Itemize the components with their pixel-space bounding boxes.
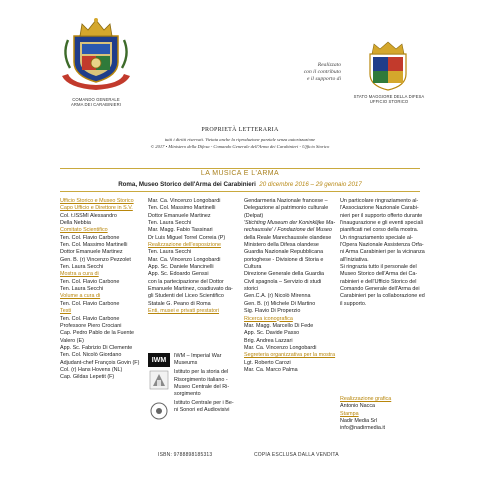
credit-line: storici (244, 286, 259, 293)
column-lenders (244, 198, 336, 374)
realizzato-line2: con il contributo (303, 69, 341, 75)
property-line2: © 2017 • Ministero della Difesa - Comando Generale dell'Arma dei Carabinieri - Ufficio Storico (150, 144, 330, 149)
credit-line: Ten. Col. Nicolò Giordano (60, 352, 122, 359)
credit-line: il supporto. (340, 300, 367, 307)
credit-line: Ten. Col. Flavio Carbone (60, 234, 120, 241)
credit-line: Brig. Andrea Lazzari (244, 337, 293, 344)
catalog-subtitle (0, 181, 480, 188)
credit-line: Ministero della Difesa olandese (244, 242, 319, 249)
left-caption-line1: COMANDO GENERALE (72, 97, 120, 102)
right-caption-line1: STATO MAGGIORE DELLA DIFESA (353, 94, 425, 99)
lender-text (174, 400, 234, 414)
title-rule-top (60, 168, 420, 169)
iwm-logo-icon: IWM (148, 353, 170, 367)
credit-line: Ten. Col. Flavio Carbone (60, 315, 120, 322)
lender-text-line: Istituto Centrale per i Be- (174, 400, 234, 407)
credit-line: (Delpat) (244, 212, 264, 219)
credit-line: Si ringrazia tutto il personale del (340, 264, 417, 271)
credit-line: Comando Generale dell'Arma dei (340, 286, 420, 293)
credit-line: Mar. Magg. Fabio Tassinari (148, 227, 213, 234)
credit-line: info@nadirmedia.it (340, 425, 386, 432)
credit-line: gli Studenti del Liceo Scientifico (148, 293, 224, 300)
section-heading: Comitato Scientifico (60, 227, 108, 234)
credit-line: Gen. B. (r) Vincenzo Pezzolet (60, 256, 131, 263)
credit-line: 'Stichting Museum der Koninklijke Ma- (244, 220, 336, 227)
credit-line: Un particolare ringraziamento al- (340, 198, 419, 204)
credit-line: Ten. Col. Massimo Martinelli (60, 242, 128, 249)
section-heading: Enti, musei e privati prestatori (148, 308, 220, 315)
credit-line: Ten. Laura Secchi (148, 249, 192, 256)
lender-text-line: IWM – Imperial War (174, 353, 222, 359)
credit-line: Lgt. Roberto Carozi (244, 359, 291, 366)
section-heading: Volume a cura di (60, 293, 101, 300)
credit-line: Mar. Magg. Marcello Di Fede (244, 322, 314, 329)
credit-line: Gen. B. (r) Michele Di Martino (244, 300, 316, 307)
credit-line: App. Sc. Edoardo Genssi (148, 271, 209, 278)
lender-item (148, 353, 240, 367)
section-heading: Testi (60, 308, 72, 315)
right-caption (346, 94, 432, 104)
lender-text-line: ni Sonori ed Audiovisivi (174, 407, 230, 414)
credit-line: Professore Piero Crociani (60, 322, 122, 329)
credit-line: Statale G. Peano di Roma (148, 300, 211, 307)
credit-line: Dr Luis Miguel Torrel Correia (P) (148, 234, 226, 241)
credit-line: Col. t.ISSMI Alessandro (60, 212, 117, 219)
column-credits (60, 198, 144, 382)
column-production (340, 396, 430, 433)
catalog-venue: Roma, Museo Storico dell'Arma dei Carabinieri (118, 181, 256, 188)
lender-item (148, 400, 240, 422)
lender-text-line: Risorgimento italiano - (174, 376, 228, 383)
credit-line: con la partecipazione del Dottor (148, 278, 224, 285)
credit-line: Adjudant-chef François Govin (F) (60, 359, 140, 366)
icsa-logo-icon (148, 400, 170, 422)
lender-text-line: Museums (174, 360, 198, 367)
credit-line: Museo Storico dell'Arma dei Ca- (340, 271, 418, 278)
credit-line: Valero (E) (60, 337, 84, 344)
credit-line: Ten. Col. Massimo Martinelli (148, 205, 216, 212)
credit-line: App. Sc. Davide Passo (244, 330, 300, 337)
credit-line: all'iniziativa. (340, 256, 369, 263)
left-caption-line2: ARMA DEI CARABINIERI (71, 102, 121, 107)
credit-line: Mar. Ca. Vincenzo Longobardi (148, 256, 221, 263)
credit-line: Cap. Gildas Lepetit (F) (60, 374, 115, 381)
credit-line: Ten. Laura Secchi (148, 220, 192, 227)
risorgimento-logo-icon (148, 369, 170, 391)
right-caption-line2: UFFICIO STORICO (369, 99, 409, 104)
credit-line: Cap. Pedro Pablo de la Fuente (60, 330, 135, 337)
section-heading: Mostra a cura di (60, 271, 99, 278)
credit-line: Gen.C.A. (r) Nicolò Mirenna (244, 293, 311, 300)
credit-line: ni Arma Carabinieri per la vicinanza (340, 249, 425, 256)
credit-line: nieri per il supporto offerto durante (340, 212, 423, 219)
property-title: PROPRIETÀ LETTERARIA (201, 127, 279, 133)
lender-text (174, 369, 229, 398)
credit-line: Cultura (244, 264, 262, 271)
realizzato-line3: e il supporto di (306, 76, 341, 82)
section-heading: Ufficio Storico e Museo Storico (60, 198, 134, 204)
section-heading: Realizzazione grafica (340, 396, 392, 402)
copy-note: COPIA ESCLUSA DALLA VENDITA (254, 452, 339, 458)
catalog-title: LA MUSICA E L'ARMA (200, 170, 280, 177)
credit-line: Guardia Nazionale Repubblicana (244, 249, 324, 256)
credit-line: pianificati nel corso della mostra. (340, 227, 419, 234)
column-thanks (340, 198, 430, 308)
section-heading: Stampa (340, 410, 359, 417)
isbn: ISBN: 9788898185313 (158, 452, 213, 458)
credit-line: Mar. Ca. Marco Palma (244, 366, 298, 373)
credit-line: Ten. Laura Secchi (60, 264, 104, 271)
column-exhibition (148, 198, 236, 316)
catalog-dates: 20 dicembre 2016 – 29 gennaio 2017 (259, 181, 362, 188)
section-heading: Capo Ufficio e Direttore in S.V. (60, 205, 133, 212)
credit-line: Carabinieri per la collaborazione ed (340, 293, 425, 300)
lender-text-line: Istituto per la storia del (174, 369, 229, 376)
lenders-list (148, 353, 240, 424)
carabinieri-crest-icon (58, 14, 134, 94)
realizzato-note (265, 62, 341, 83)
credit-line: App. Sc. Daniele Mancinelli (148, 264, 214, 271)
credit-line: della Reale Marechaussée olandese (244, 234, 332, 241)
credit-line: Civil spagnola – Servizio di studi (244, 278, 322, 285)
credit-line: l'Opera Nazionale Assistenza Orfa- (340, 242, 424, 249)
realizzato-line1: Realizzato (317, 62, 341, 68)
credit-line: Ten. Col. Flavio Carbone (60, 300, 120, 307)
lender-text (174, 353, 221, 367)
credit-line: Col. (r) Hans Hovens (NL) (60, 366, 123, 373)
credit-line: Ten. Col. Flavio Carbone (60, 278, 120, 285)
left-caption (52, 97, 140, 107)
credit-line: rabinieri e dell'Ufficio Storico del (340, 278, 417, 285)
credit-line: Emanuele Martinez, coadiuvato da- (148, 286, 233, 293)
credit-line: portoghese - Divisione di Storia e (244, 256, 324, 263)
credit-line: Sig. Flavio Di Properzio (244, 308, 301, 315)
credit-line: Antonio Nacca (340, 403, 376, 410)
credit-line: Un ringraziamento speciale al- (340, 234, 413, 241)
section-heading: Segreteria organizzativa per la mostra (244, 352, 336, 359)
credit-line: Gendarmeria Nazionale francese – (244, 198, 328, 204)
credit-line: Nadir Media Srl (340, 418, 378, 425)
credit-line: l'Associazione Nazionale Carabi- (340, 205, 419, 212)
credit-line: Delegazione al patrimonio culturale (244, 205, 329, 212)
property-line1: tutti i diritti riservati. Vietata anche la riproduzione parziale senza autorizzazione (164, 137, 316, 142)
section-heading: Ricerca iconografica (244, 315, 293, 322)
credit-line: l'inaugurazione e gli eventi speciali (340, 220, 423, 227)
credit-line: rechaussée' / Fondazione del Museo (244, 227, 332, 234)
credit-line: Direzione Generale della Guardia (244, 271, 325, 278)
credit-line: Mar. Ca. Vincenzo Longobardi (148, 198, 221, 204)
credit-line: Della Nebbia (60, 220, 91, 227)
lender-text-line: sorgimento (174, 391, 201, 398)
credit-line: Dottor Emanuele Martinez (148, 212, 211, 219)
credit-line: Dottor Emanuele Martinez (60, 249, 123, 256)
credit-line: App. Sc. Fabrizio Di Clemente (60, 344, 133, 351)
credit-line: Ten. Laura Secchi (60, 286, 104, 293)
credit-line: Mar. Ca. Vincenzo Longobardi (244, 344, 317, 351)
section-heading: Realizzazione dell'esposizione (148, 242, 221, 249)
title-rule-bottom (60, 191, 420, 192)
lender-text-line: Museo Centrale del Ri- (174, 383, 230, 390)
lender-item (148, 369, 240, 398)
difesa-crest-icon (366, 40, 410, 92)
